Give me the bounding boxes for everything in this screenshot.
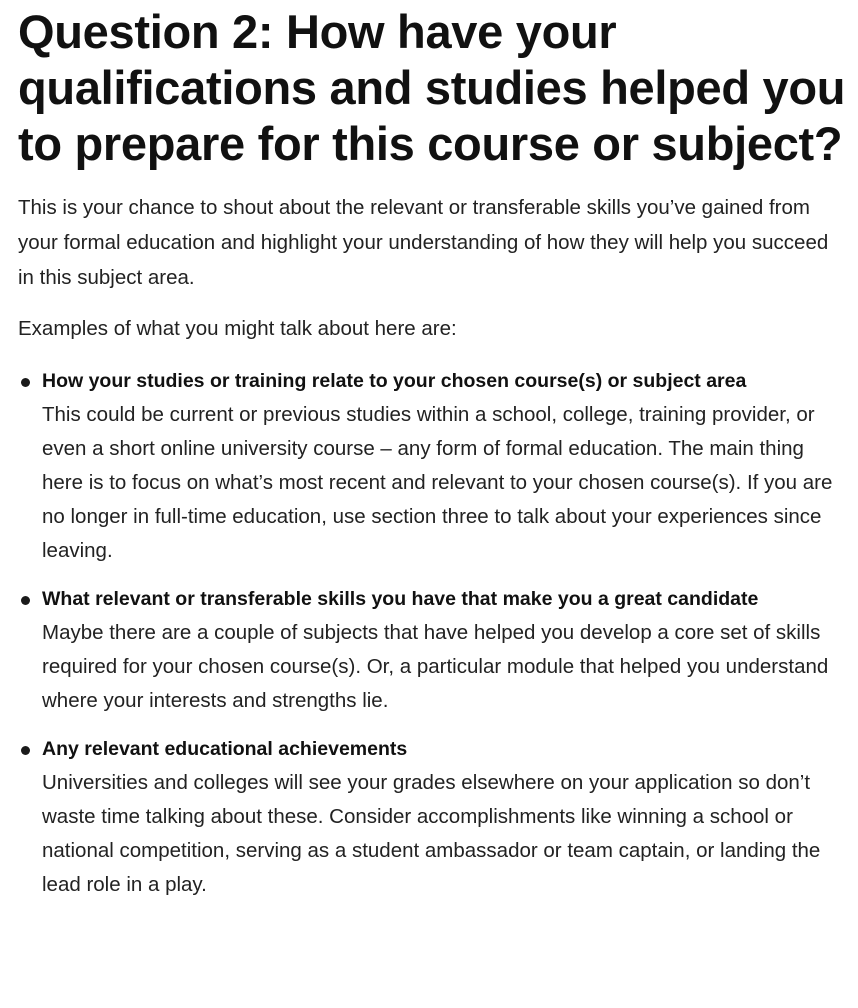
examples-list bbox=[18, 364, 848, 902]
article bbox=[18, 0, 848, 916]
list-item-heading: Any relevant educational achievements bbox=[42, 738, 408, 760]
page-title: Question 2: How have your qualifications and studies helped you to prepare for this course or subject? bbox=[18, 5, 846, 170]
list-item-body: Maybe there are a couple of subjects that have helped you develop a core set of skills required for your chosen course(s). Or, a particular module that helped you understand where your interests and strengths lie. bbox=[42, 621, 829, 712]
list-item-body: Universities and colleges will see your grades elsewhere on your application so don’t waste time talking about these. Consider accomplishments like winning a school or national competition, serving as a student ambassador or team captain, or landing the lead role in a play. bbox=[42, 771, 821, 896]
bullet-icon bbox=[21, 596, 30, 605]
examples-lead: Examples of what you might talk about here are: bbox=[18, 317, 457, 340]
list-item-heading: What relevant or transferable skills you have that make you a great candidate bbox=[42, 588, 759, 610]
list-item-body: This could be current or previous studies within a school, college, training provider, or even a short online university course – any form of formal education. The main thing here is to focus on what’s most recent and relevant to your chosen course(s). If you are no longer in full-time education, use section three to talk about your experiences since leaving. bbox=[42, 403, 833, 562]
list-item bbox=[18, 582, 848, 718]
bullet-icon bbox=[21, 746, 30, 755]
list-item bbox=[18, 364, 848, 568]
bullet-icon bbox=[21, 378, 30, 387]
list-item-heading: How your studies or training relate to your chosen course(s) or subject area bbox=[42, 370, 747, 392]
intro-paragraph: This is your chance to shout about the relevant or transferable skills you’ve gained from your formal education and highlight your understanding of how they will help you succeed in this subject area. bbox=[18, 196, 829, 289]
list-item bbox=[18, 732, 848, 902]
